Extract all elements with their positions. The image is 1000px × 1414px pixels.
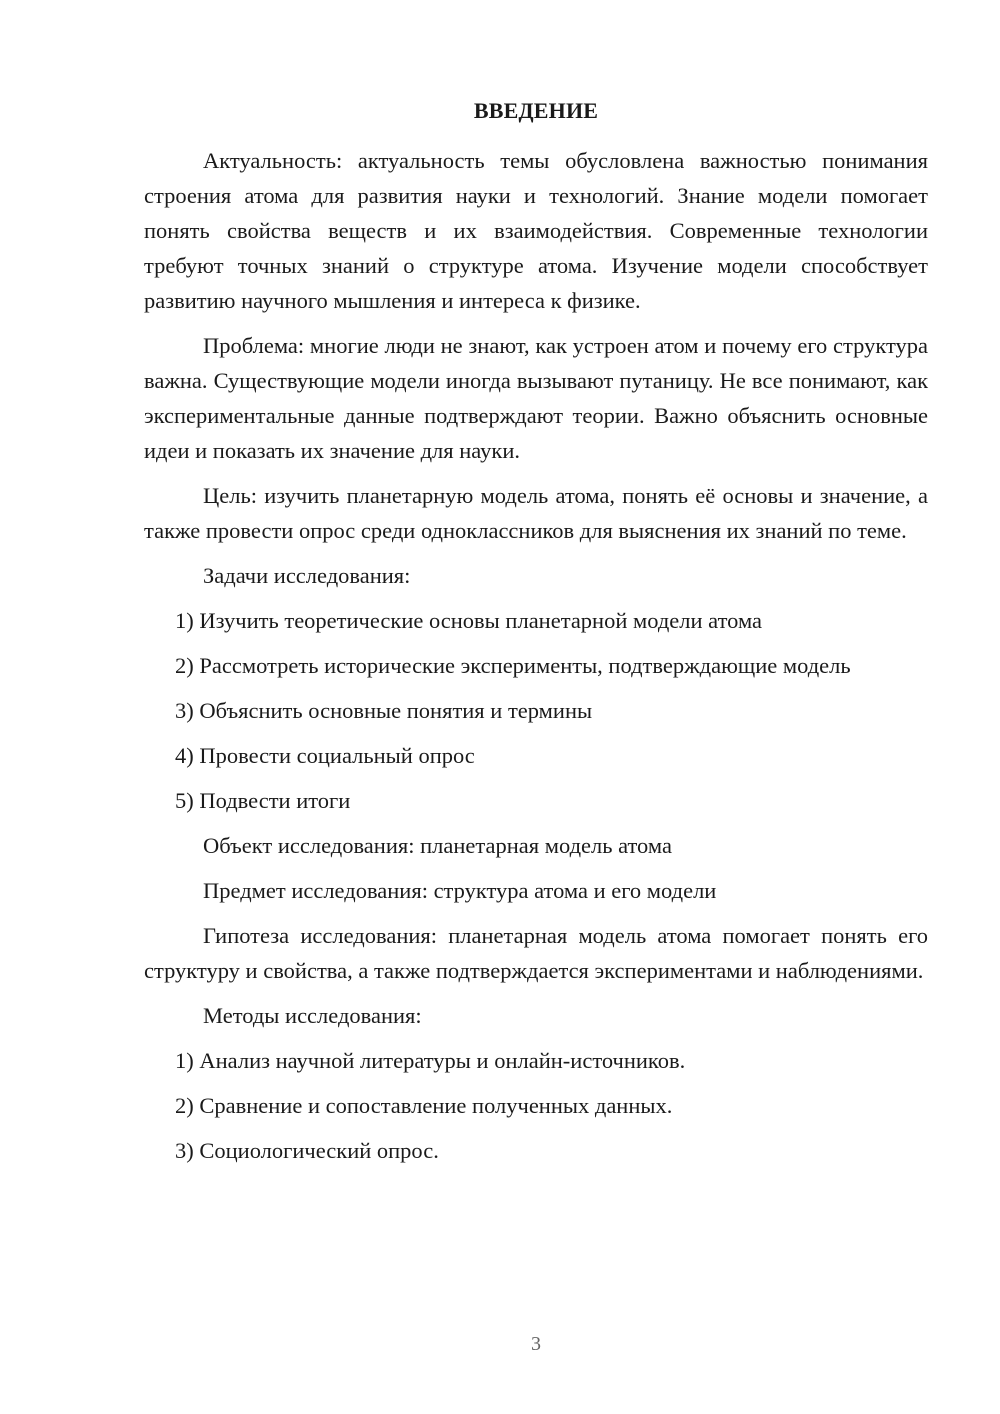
list-item: 1) Анализ научной литературы и онлайн-источников. bbox=[175, 1048, 686, 1073]
list-item: 1) Изучить теоретические основы планетарной модели атома bbox=[175, 608, 763, 633]
subject-paragraph: Предмет исследования: структура атома и его модели bbox=[203, 878, 717, 903]
list-item: 4) Провести социальный опрос bbox=[175, 743, 475, 768]
page-number: 3 bbox=[531, 1333, 541, 1355]
list-item: 5) Подвести итоги bbox=[175, 788, 351, 813]
page-title: ВВЕДЕНИЕ bbox=[473, 98, 599, 123]
relevance-paragraph: Актуальность: актуальность темы обусловлена важностью понимания строения атома для развития науки и технологий. Знание модели помогает понять свойства веществ и их взаимодействия. Современные технологии требуют точных знаний о структуре атома. Изучение модели способствует развитию научного мышления и интереса к физике. bbox=[144, 148, 928, 313]
tasks-list bbox=[144, 603, 928, 818]
list-item: 2) Рассмотреть исторические эксперименты, подтверждающие модель bbox=[175, 653, 851, 678]
tasks-heading: Задачи исследования: bbox=[203, 563, 411, 588]
methods-list bbox=[144, 1043, 928, 1168]
object-paragraph: Объект исследования: планетарная модель атома bbox=[203, 833, 672, 858]
methods-heading: Методы исследования: bbox=[203, 1003, 422, 1028]
list-item: 2) Сравнение и сопоставление полученных данных. bbox=[175, 1093, 673, 1118]
list-item: 3) Объяснить основные понятия и термины bbox=[175, 698, 593, 723]
problem-paragraph: Проблема: многие люди не знают, как устроен атом и почему его структура важна. Существующие модели иногда вызывают путаницу. Не все понимают, как экспериментальные данные подтверждают теории. Важно объяснить основные идеи и показать их значение для науки. bbox=[144, 333, 928, 463]
hypothesis-paragraph: Гипотеза исследования: планетарная модель атома помогает понять его структуру и свойства, а также подтверждается экспериментами и наблюдениями. bbox=[144, 923, 928, 983]
document-body bbox=[144, 143, 928, 1178]
goal-paragraph: Цель: изучить планетарную модель атома, понять её основы и значение, а также провести опрос среди одноклассников для выяснения их знаний по теме. bbox=[144, 483, 928, 543]
list-item: 3) Социологический опрос. bbox=[175, 1138, 439, 1163]
